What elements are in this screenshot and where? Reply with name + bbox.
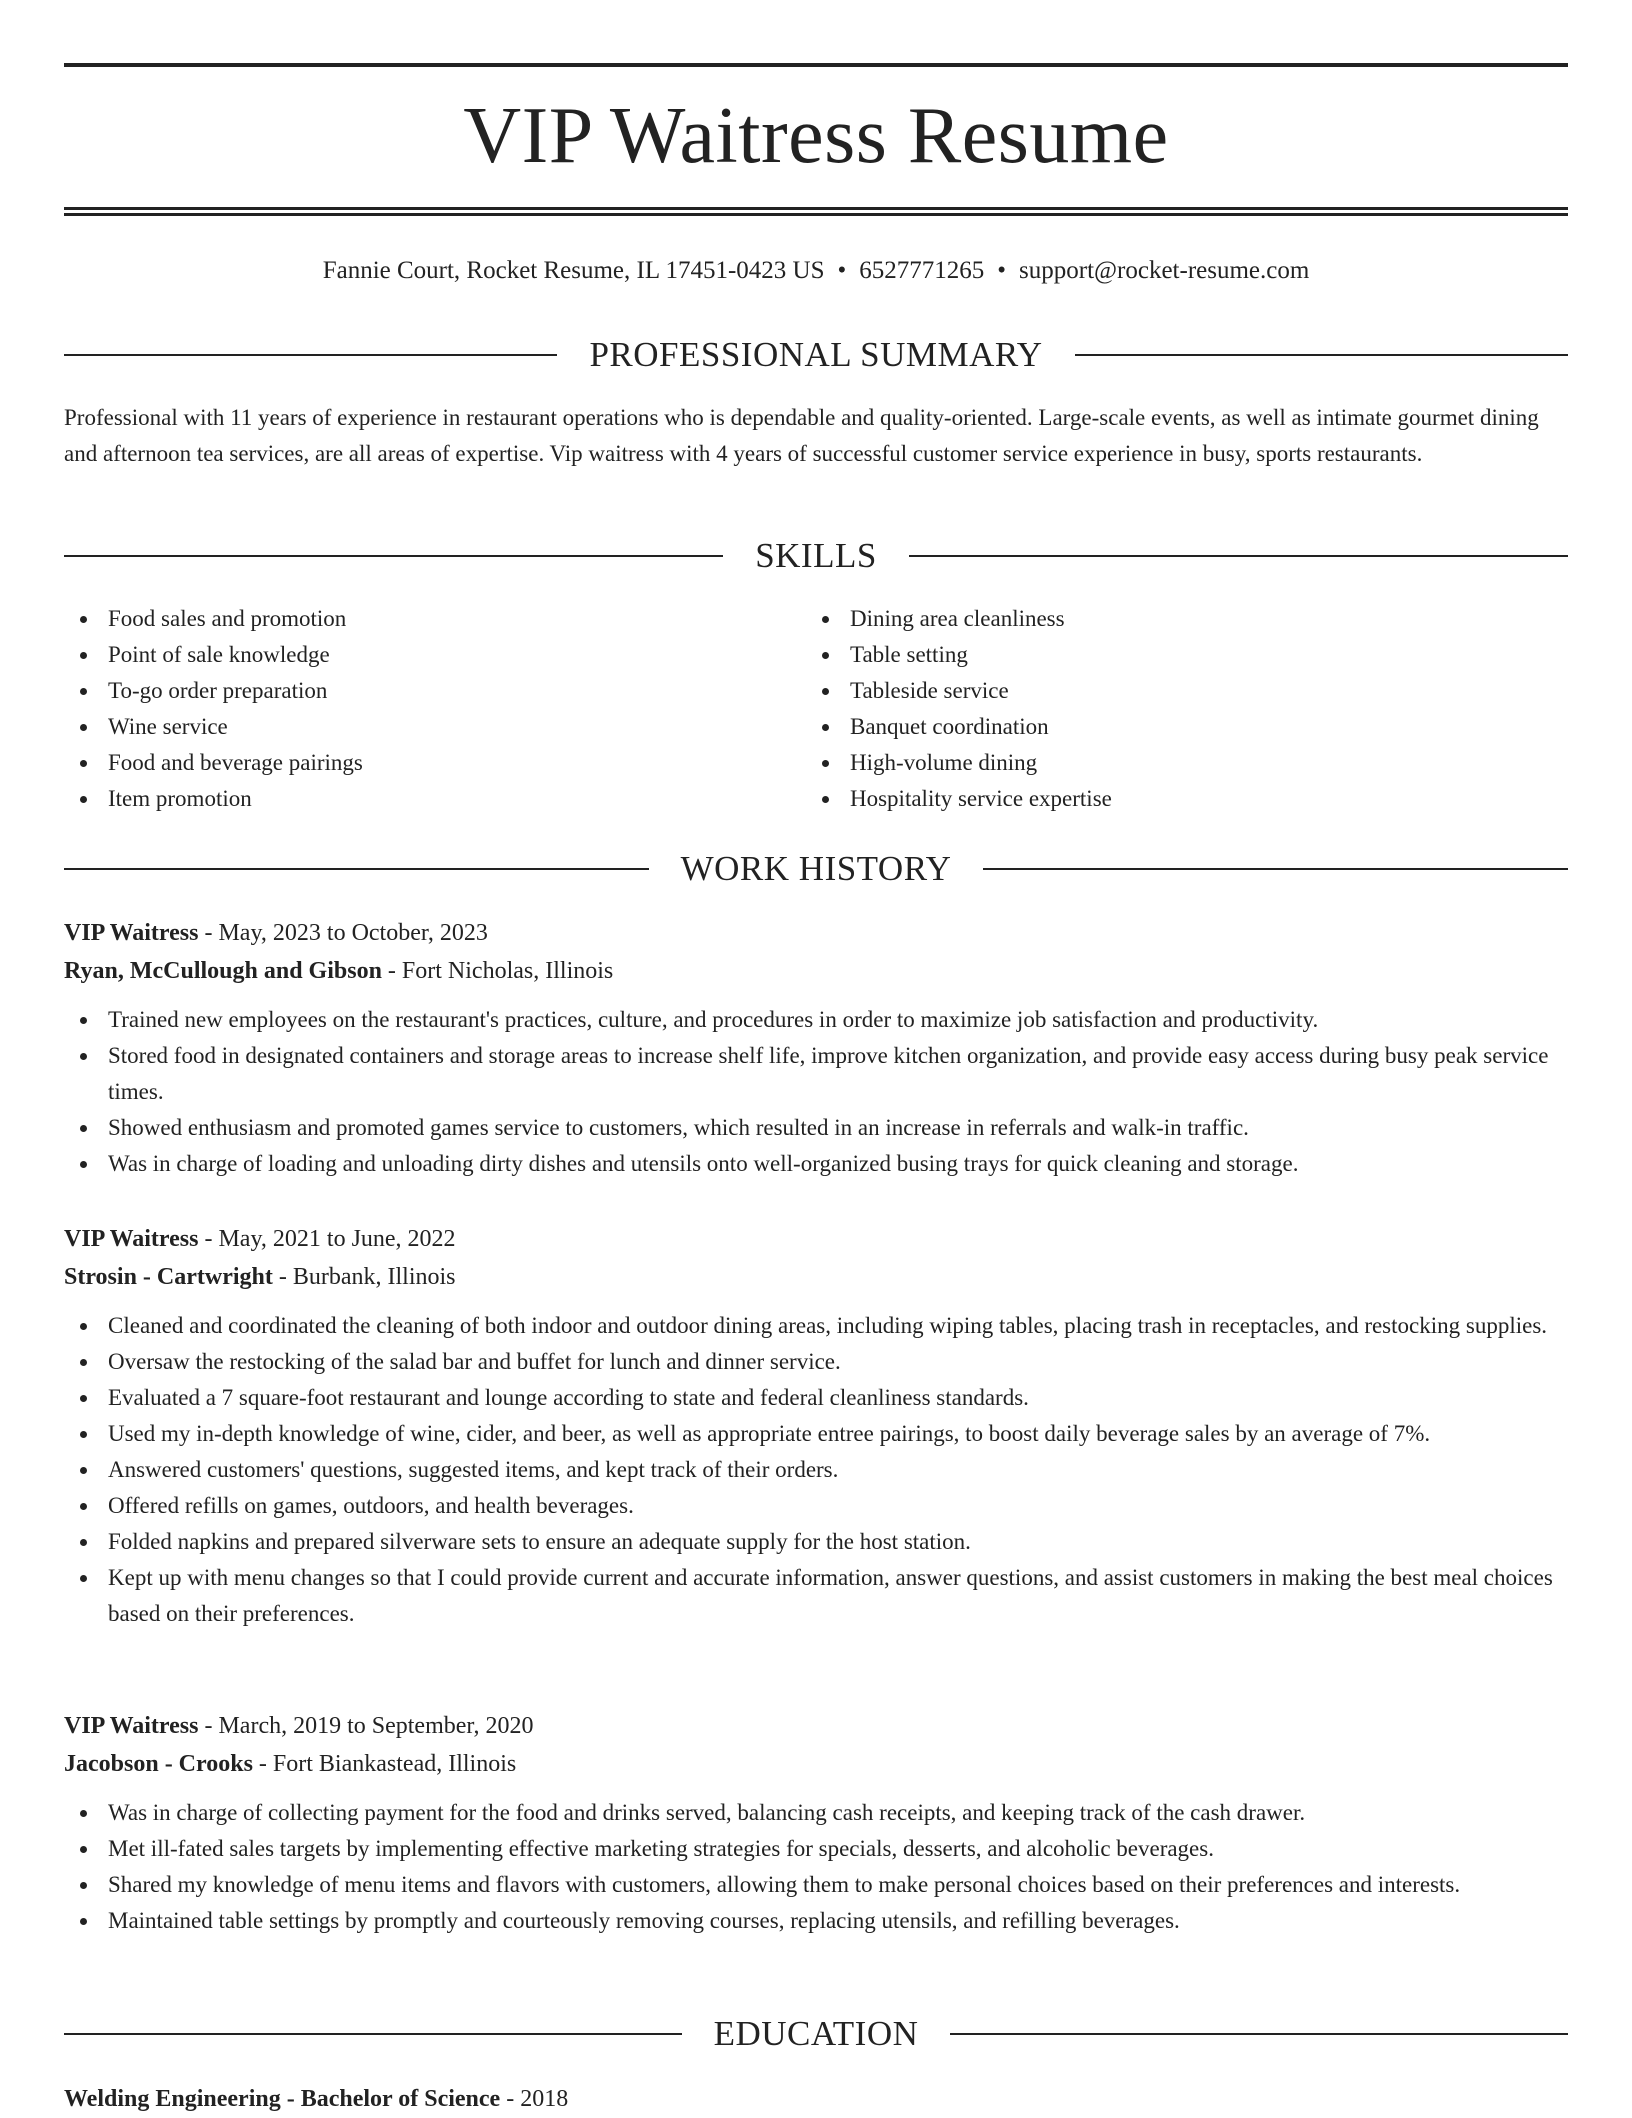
job-title-line (64, 1220, 1568, 1258)
job-bullet: Oversaw the restocking of the salad bar and buffet for lunch and dinner service. (64, 1344, 1568, 1380)
skills-list-left (64, 601, 764, 817)
title-double-rule (64, 207, 1568, 216)
job-bullet: Evaluated a 7 square-foot restaurant and lounge according to state and federal cleanliness standards. (64, 1380, 1568, 1416)
education-year: - 2018 (500, 2086, 569, 2112)
education-degree: Welding Engineering - Bachelor of Science (64, 2086, 501, 2112)
job-title-line (64, 914, 1568, 952)
section-header-education (64, 2012, 1568, 2056)
job-location: - Burbank, Illinois (272, 1264, 456, 1290)
section-rule (909, 555, 1568, 557)
skill-item: Food and beverage pairings (64, 745, 764, 781)
summary-text: Professional with 11 years of experience in restaurant operations who is dependable and quality-oriented. Large-scale events, as well as intimate gourmet dining and afternoon tea services, are all areas of expertise. Vip waitress with 4 years of successful customer service experience in busy, sports restaurants. (64, 405, 1539, 466)
job-title: VIP Waitress (64, 920, 199, 946)
section-header-summary (64, 333, 1568, 377)
job-bullet: Trained new employees on the restaurant's practices, culture, and procedures in order to maximize job satisfaction and productivity. (64, 1002, 1568, 1038)
skill-item: High-volume dining (806, 745, 1506, 781)
job-company: Strosin - Cartwright (64, 1264, 273, 1290)
section-header-work (64, 847, 1568, 891)
contact-phone: 6527771265 (859, 257, 985, 284)
job-bullet: Offered refills on games, outdoors, and health beverages. (64, 1488, 1568, 1524)
job-bullet: Kept up with menu changes so that I could provide current and accurate information, answer questions, and assist customers in making the best meal choices based on their preferences. (64, 1560, 1568, 1632)
job-bullet: Used my in-depth knowledge of wine, cider, and beer, as well as appropriate entree pairings, to boost daily beverage sales by an average of 7%. (64, 1416, 1568, 1452)
contact-line (64, 254, 1568, 288)
job-bullets (64, 1795, 1568, 1939)
section-rule (64, 2033, 682, 2035)
section-rule (64, 555, 723, 557)
section-rule (950, 2033, 1568, 2035)
contact-separator: • (997, 257, 1007, 284)
skill-item: Banquet coordination (806, 709, 1506, 745)
section-header-skills (64, 534, 1568, 578)
section-rule (64, 354, 557, 356)
job-bullets (64, 1308, 1568, 1632)
job-bullet: Folded napkins and prepared silverware sets to ensure an adequate supply for the host station. (64, 1524, 1568, 1560)
contact-email: support@rocket-resume.com (1019, 257, 1310, 284)
job-bullet: Showed enthusiasm and promoted games service to customers, which resulted in an increase in referrals and walk-in traffic. (64, 1110, 1568, 1146)
skill-item: Dining area cleanliness (806, 601, 1506, 637)
job-bullets (64, 1002, 1568, 1182)
skill-item: Hospitality service expertise (806, 781, 1506, 817)
top-rule (64, 63, 1568, 67)
job-company: Jacobson - Crooks (64, 1751, 253, 1777)
skills-list-right (806, 601, 1506, 817)
job-company-line (64, 1745, 1568, 1783)
skill-item: Food sales and promotion (64, 601, 764, 637)
contact-address: Fannie Court, Rocket Resume, IL 17451-0423 US (322, 257, 825, 284)
job-entry (64, 1707, 1568, 1939)
skill-item: Tableside service (806, 673, 1506, 709)
job-bullet: Answered customers' questions, suggested items, and kept track of their orders. (64, 1452, 1568, 1488)
section-rule (983, 868, 1568, 870)
resume-title: VIP Waitress Resume (463, 92, 1169, 180)
job-company-line (64, 1258, 1568, 1296)
section-rule (64, 868, 649, 870)
job-bullet: Met ill-fated sales targets by implementing effective marketing strategies for specials, desserts, and alcoholic beverages. (64, 1831, 1568, 1867)
section-title-education: EDUCATION (713, 2014, 919, 2053)
skill-item: Point of sale knowledge (64, 637, 764, 673)
skill-item: To-go order preparation (64, 673, 764, 709)
job-entry (64, 1220, 1568, 1632)
job-bullet: Maintained table settings by promptly and courteously removing courses, replacing utensils, and refilling beverages. (64, 1903, 1568, 1939)
job-dates: - May, 2021 to June, 2022 (198, 1226, 456, 1252)
job-bullet: Cleaned and coordinated the cleaning of both indoor and outdoor dining areas, including wiping tables, placing trash in receptacles, and restocking supplies. (64, 1308, 1568, 1344)
job-dates: - March, 2019 to September, 2020 (198, 1713, 534, 1739)
section-title-summary: PROFESSIONAL SUMMARY (589, 335, 1043, 374)
skill-item: Item promotion (64, 781, 764, 817)
section-title-skills: SKILLS (755, 536, 877, 575)
skill-item: Wine service (64, 709, 764, 745)
section-title-work: WORK HISTORY (680, 849, 952, 888)
job-bullet: Stored food in designated containers and storage areas to increase shelf life, improve kitchen organization, and provide easy access during busy peak service times. (64, 1038, 1568, 1110)
section-rule (1075, 354, 1568, 356)
job-dates: - May, 2023 to October, 2023 (198, 920, 488, 946)
job-company-line (64, 952, 1568, 990)
education-entry (64, 2080, 1568, 2118)
job-bullet: Was in charge of loading and unloading dirty dishes and utensils onto well-organized busing trays for quick cleaning and storage. (64, 1146, 1568, 1182)
job-title-line (64, 1707, 1568, 1745)
contact-separator: • (837, 257, 847, 284)
job-bullet: Shared my knowledge of menu items and flavors with customers, allowing them to make personal choices based on their preferences and interests. (64, 1867, 1568, 1903)
job-location: - Fort Nicholas, Illinois (381, 958, 614, 984)
job-location: - Fort Biankastead, Illinois (252, 1751, 517, 1777)
job-title: VIP Waitress (64, 1226, 199, 1252)
job-bullet: Was in charge of collecting payment for the food and drinks served, balancing cash receipts, and keeping track of the cash drawer. (64, 1795, 1568, 1831)
job-title: VIP Waitress (64, 1713, 199, 1739)
skill-item: Table setting (806, 637, 1506, 673)
job-company: Ryan, McCullough and Gibson (64, 958, 382, 984)
job-entry (64, 914, 1568, 1182)
